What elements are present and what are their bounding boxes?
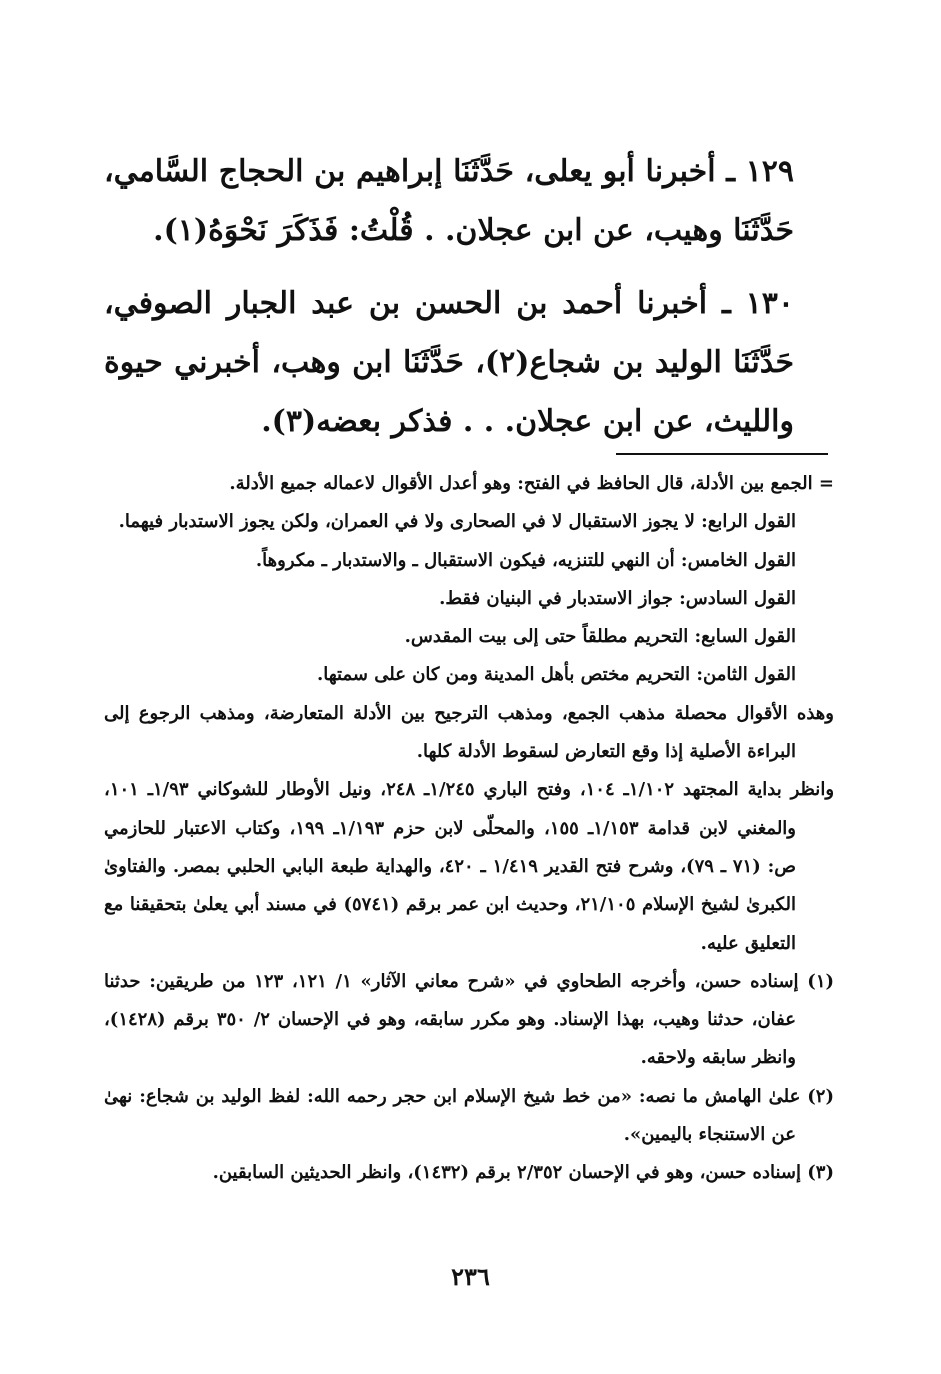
footnote-opinion-6: القول السادس: جواز الاستدبار في البنيان فقط. [439,587,796,609]
footnote-summary: وهذه الأقوال محصلة مذهب الجمع، ومذهب الترجيح بين الأدلة المتعارضة، ومذهب الرجوع إلى البراءة الأصلية إذا وقع التعارض لسقوط الأدلة كلها. [104,702,834,763]
footnote-references: وانظر بداية المجتهد ١/١٠٢ـ ١٠٤، وفتح الباري ١/٢٤٥ـ ٢٤٨، ونيل الأوطار للشوكاني ١/٩٣ـ ١٠١، والمغني لابن قدامة ١/١٥٣ـ ١٥٥، والمحلّى لابن حزم ١/١٩٣ـ ١٩٩، وكتاب الاعتبار للحازمي ص: (٧١ ـ ٧٩)، وشرح فتح القدير ١/٤١٩ ـ ٤٢٠، والهداية طبعة البابي الحلبي بمصر. والفتاوىٰ الكبرىٰ لشيخ الإسلام ٢١/١٠٥، وحديث ابن عمر برقم (٥٧٤١) في مسند أبي يعلىٰ بتحقيقنا مع التعليق عليه. [104,779,835,954]
footnote-opinion-5: القول الخامس: أن النهي للتنزيه، فيكون الاستقبال ـ والاستدبار ـ مكروهاً. [255,549,796,571]
footnote-3: (٣) إسناده حسن، وهو في الإحسان ٢/٣٥٢ برقم (١٤٣٢)، وانظر الحديثين السابقين. [212,1162,834,1184]
footnote-separator [616,453,828,455]
footnote-opinion-8: القول الثامن: التحريم مختص بأهل المدينة ومن كان على سمتها. [317,664,796,686]
footnote-continuation: = الجمع بين الأدلة، قال الحافظ في الفتح: وهو أعدل الأقوال لاعماله جميع الأدلة. [229,473,834,494]
footnote-opinion-4: القول الرابع: لا يجوز الاستقبال لا في الصحارى ولا في العمران، ولكن يجوز الاستدبار فيهما. [118,511,796,533]
page-number: ٢٣٦ [451,1262,490,1291]
main-text [104,142,794,465]
hadith-129: ١٢٩ ـ أخبرنا أبو يعلى، حَدَّثَنَا إبراهيم بن الحجاج السَّامي، حَدَّثَنَا وهيب، عن ابن عجلان. . قُلْتُ: فَذَكَرَ نَحْوَهُ(١). [104,154,794,248]
hadith-130: ١٣٠ ـ أخبرنا أحمد بن الحسن بن عبد الجبار الصوفي، حَدَّثَنَا الوليد بن شجاع(٢)، حَدَّثَنَا ابن وهب، أخبرني حيوة والليث، عن ابن عجلان. . . فذكر بعضه(٣). [104,286,794,439]
footnote-1: (١) إسناده حسن، وأخرجه الطحاوي في «شرح معاني الآثار» ١/ ١٢١، ١٢٣ من طريقين: حدثنا عفان، حدثنا وهيب، بهذا الإسناد. وهو مكرر سابقه، وهو في الإحسان ٢/ ٣٥٠ برقم (١٤٢٨)، وانظر سابقه ولاحقه. [104,970,835,1069]
footnotes [104,465,834,1193]
footnote-opinion-7: القول السابع: التحريم مطلقاً حتى إلى بيت المقدس. [404,626,796,648]
footnote-2: (٢) علىٰ الهامش ما نصه: «من خط شيخ الإسلام ابن حجر رحمه الله: لفظ الوليد بن شجاع: نهىٰ عن الاستنجاء باليمين». [104,1085,834,1146]
